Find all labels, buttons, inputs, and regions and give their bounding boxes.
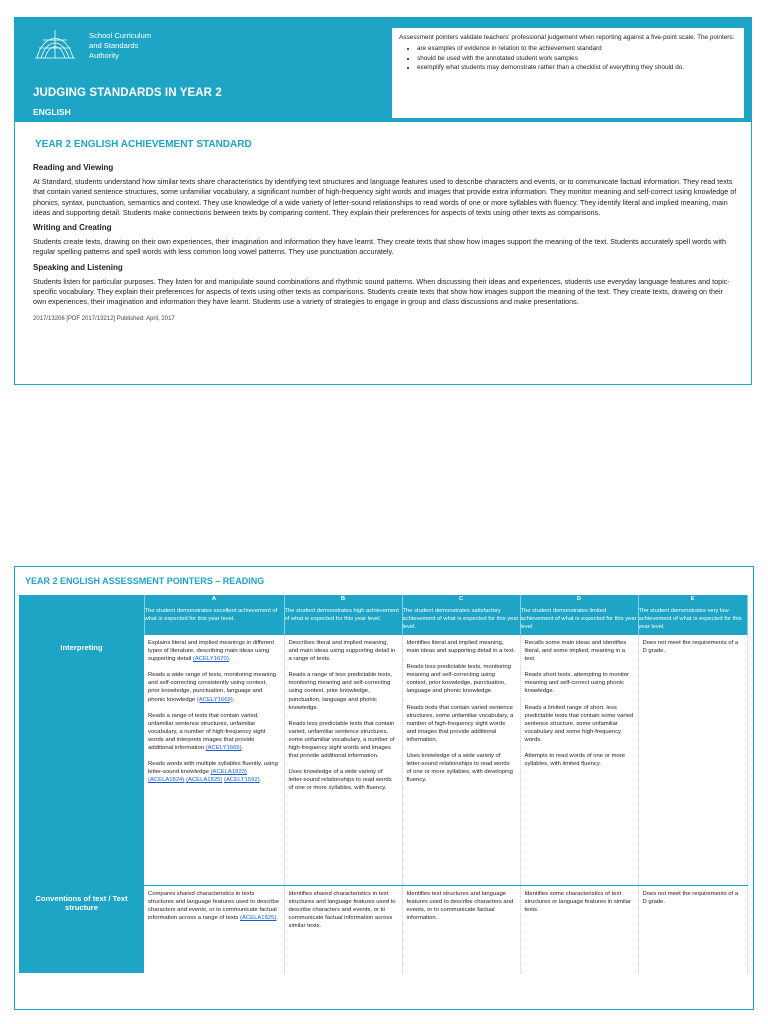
- pointer-cell: [520, 635, 638, 885]
- scsa-logo-icon: [33, 28, 77, 62]
- pointer-row: [19, 885, 747, 973]
- pointer-text: Identifies shared characteristics in text structures and language features used to describe characters and events, or to communicate factual information across similar texts.: [288, 890, 396, 929]
- pointer-cell: [284, 635, 402, 885]
- section-text: Students listen for particular purposes. They listen for and manipulate sound combinations and rhythmic sound patterns. When discussing their ideas and experiences, students use everyday language features and topic-specific vocabulary. They explain their preferences for aspects of texts using other texts as comparisons. Students create texts that show how images support the meaning of the text. They create texts, drawing on their own experiences, their imagination and information they have learnt. Students use a variety of strategies to engage in group and class discussions and make presentations.: [33, 276, 730, 307]
- pointer-text: Reads words with multiple syllables fluently, using letter-sound knowledge (ACELA1823) (ACELA1824) (ACELA1825) (ACELT1592).: [148, 761, 278, 784]
- pointer-text: Uses knowledge of a wide variety of letter-sound relationships to read words of one or more syllables, with developing fluency.: [406, 753, 513, 784]
- pointer-text: Recalls some main ideas and identifies literal, and some implied, meaning in a text.: [524, 640, 627, 663]
- curriculum-code-link[interactable]: (ACELT1592): [224, 777, 260, 784]
- pointer-text: Reads a range of texts that contain varied, unfamiliar sentence structures, unfamiliar vocabulary, a number of high-frequency sight words and interprets images that provide additional information (ACELY1665).: [148, 712, 266, 752]
- section-heading: Writing and Creating: [33, 223, 112, 233]
- grade-header: D The student demonstrates limited achievement of what is expected for this year level.: [520, 595, 638, 635]
- curriculum-code-link[interactable]: (ACELA1825): [240, 914, 277, 921]
- pointer-cell: [284, 885, 402, 973]
- pointer-text: Attempts to read words of one or more syllables, with limited fluency.: [524, 753, 626, 768]
- pointer-text: Does not meet the requirements of a D grade.: [642, 890, 739, 905]
- grade-header: C The student demonstrates satisfactory achievement of what is expected for this year level.: [402, 595, 520, 635]
- curriculum-code-link[interactable]: (ACELY1665): [205, 745, 242, 752]
- pointer-text: Reads less predictable texts, monitoring meaning and self-correcting using context, prior knowledge, punctuation, language and phonic knowledge.: [406, 664, 511, 695]
- grade-header: A The student demonstrates excellent achievement of what is expected for this year level.: [144, 595, 284, 635]
- pointer-text: Identifies text structures and language features used to describe characters and events, or to communicate factual information.: [406, 890, 514, 921]
- pointer-text: Reads short texts, attempting to monitor meaning and self-correct using phonic knowledge.: [524, 672, 629, 695]
- pointer-text: Reads less predictable texts that contain varied, unfamiliar sentence structures, some unfamiliar vocabulary, a number of high-frequency sight words and images that provide additional information.: [288, 720, 395, 760]
- pointer-text: Explains literal and implied meanings in different types of literature, describing main ideas using supporting detail (ACELY1670).: [148, 640, 274, 663]
- grade-header-row: [19, 595, 747, 635]
- pointer-text: Describes literal and implied meaning, and main ideas using supporting detail in a range of texts.: [288, 640, 396, 663]
- row-label: Interpreting: [19, 635, 144, 885]
- curriculum-code-link[interactable]: (ACELY1669): [196, 696, 233, 703]
- pointer-cell: [402, 635, 520, 885]
- note-intro: Assessment pointers validate teachers' professional judgement when reporting against a five-point scale. The pointers:: [399, 34, 735, 41]
- grade-header: E The student demonstrates very low achievement of what is expected for this year level.: [638, 595, 747, 635]
- curriculum-code-link[interactable]: (ACELA1823): [210, 769, 247, 776]
- pointer-text: Does not meet the requirements of a D grade.: [642, 640, 739, 655]
- achievement-standard-title: YEAR 2 ENGLISH ACHIEVEMENT STANDARD: [35, 139, 252, 150]
- achievement-standard-panel: [14, 17, 752, 385]
- note-bullet-list: [399, 44, 737, 72]
- pointer-cell: [144, 635, 284, 885]
- pointer-text: Reads a range of less predictable texts, monitoring meaning and self-correcting using context, prior knowledge, punctuation, language and phonic knowledge.: [288, 672, 392, 711]
- page-title: JUDGING STANDARDS IN YEAR 2: [33, 87, 222, 99]
- pointer-text: Identifies literal and implied meaning, main ideas and supporting detail in a text.: [406, 640, 516, 655]
- logo-text: School Curriculum and Standards Authority: [89, 31, 152, 60]
- section-heading: Reading and Viewing: [33, 163, 114, 172]
- pointers-title: YEAR 2 ENGLISH ASSESSMENT POINTERS – READING: [25, 576, 265, 586]
- header-banner: [15, 18, 751, 122]
- assessment-pointers-panel: [14, 566, 754, 1010]
- grade-header: B The student demonstrates high achievement of what is expected for this year level.: [284, 595, 402, 635]
- pointer-cell: [638, 635, 747, 885]
- curriculum-code-link[interactable]: (ACELY1670): [192, 656, 229, 663]
- pointer-row: [19, 635, 747, 885]
- pointer-cell: [402, 885, 520, 973]
- note-bullet: • are examples of evidence in relation to the achievement standard: [417, 44, 737, 53]
- pointer-text: Reads texts that contain varied sentence structures, some unfamiliar vocabulary, a number of high-frequency sight words and images that provide additional information.: [406, 704, 514, 743]
- pointer-text: Compares shared characteristics in texts structures and language features used to describe characters and events, or to communicate factual information across a range of texts (ACELA1825).: [148, 890, 279, 921]
- section-text: Students create texts, drawing on their own experiences, their imagination and information they have learnt. They create texts that show how images support the meaning of the text. Students accurately spell words with regular spelling patterns and spell words with less common long vowel patterns. They use punctuation accurately.: [33, 237, 727, 257]
- assessment-note-box: [392, 28, 744, 118]
- document-reference: 2017/13206 [PDF 2017/13212] Published: April, 2017: [33, 316, 175, 323]
- curriculum-code-link[interactable]: (ACELA1824): [148, 777, 185, 784]
- pointer-text: Identifies some characteristics of text structures or language features in similar texts.: [524, 890, 631, 913]
- achievement-standard-body: [33, 163, 738, 325]
- curriculum-code-link[interactable]: (ACELA1825): [186, 777, 223, 784]
- pointer-cell: [638, 885, 747, 973]
- row-label: Conventions of text / Text structure: [19, 885, 144, 973]
- pointer-cell: [520, 885, 638, 973]
- section-heading: Speaking and Listening: [33, 262, 123, 272]
- note-bullet: • should be used with the annotated student work samples: [417, 54, 737, 63]
- pointer-text: Reads a limited range of short, less predictable texts that contain some varied sentence structure, some unfamiliar vocabulary and some high-frequency words.: [524, 704, 634, 743]
- corner-cell: [19, 595, 144, 635]
- pointer-cell: [144, 885, 284, 973]
- section-text: At Standard, students understand how similar texts share characteristics by identifying text structures and language features used to describe characters and events, or to communicate factual information. They read texts that contain varied sentence structures, some unfamiliar vocabulary, a significant number of high-frequency sight words and images that provide extra information. They monitor meaning and self-correct using knowledge of phonics, syntax, punctuation, semantics and context. They use knowledge of a wide variety of letter-sound relationships to read words of one or more syllables with fluency. They identify literal and implied meaning, main ideas and supporting detail. Students make connections between texts by comparing content. They explain their preferences for aspects of texts using other texts as comparisons.: [33, 177, 737, 217]
- pointer-text: Reads a wide range of texts, monitoring meaning and self-correcting consistently using context, prior knowledge, punctuation, language and phonic knowledge (ACELY1669).: [148, 672, 277, 703]
- note-bullet: • exemplify what students may demonstrate rather than a checklist of everything they should do.: [417, 63, 737, 72]
- pointers-table: [19, 595, 748, 973]
- page-subtitle: ENGLISH: [33, 107, 71, 117]
- pointer-text: Uses knowledge of a wide variety of letter-sound relationships to read words of one or more syllables, with fluency.: [288, 769, 392, 792]
